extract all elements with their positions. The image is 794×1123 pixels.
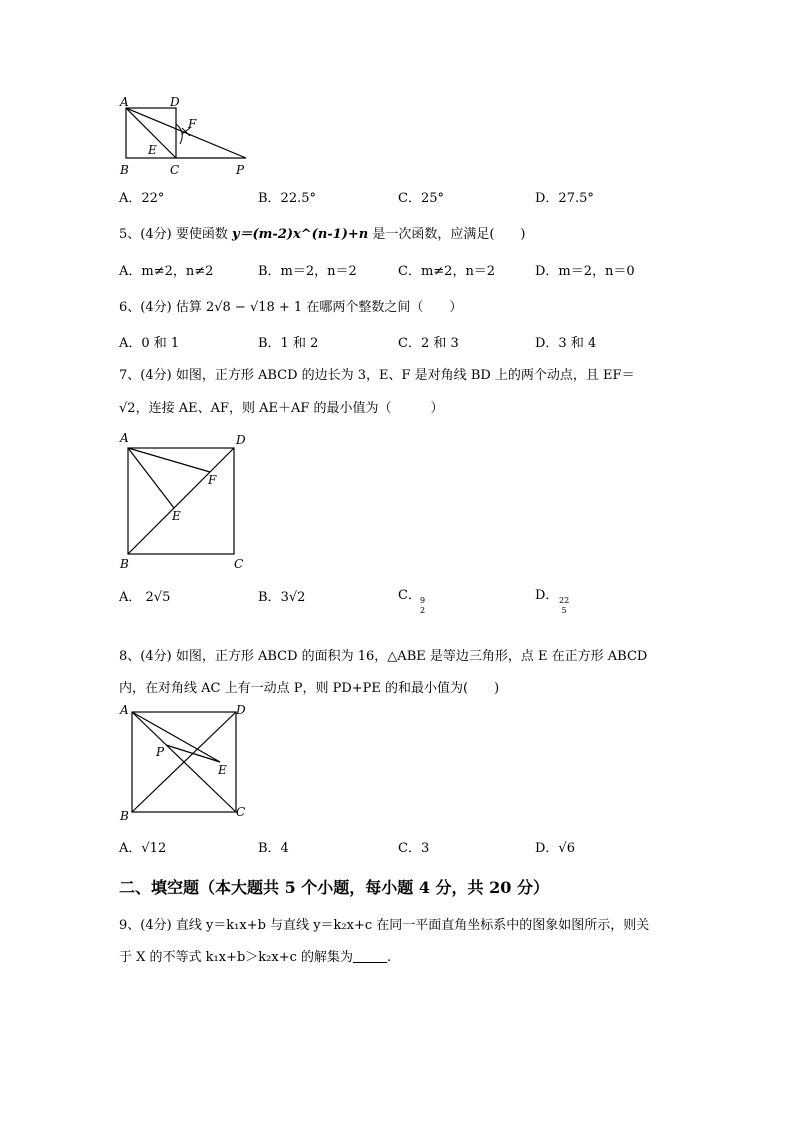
q7-line2-text: ，连接 AE、AF，则 AE＋AF 的最小值为（ ） [135, 401, 444, 416]
q4-label-e: E [148, 143, 157, 157]
q4-label-f: F [188, 117, 197, 131]
q7-label-a: A [120, 431, 129, 445]
q8-option-d[interactable]: D．√6 [535, 841, 575, 856]
q7-figure [116, 428, 256, 574]
q5-formula: y＝(m-2)x^(n-1)+n [231, 227, 369, 242]
q6-formula: 2√8 − √18 + 1 [205, 300, 303, 315]
q9-answer-blank[interactable] [353, 950, 387, 963]
q6-option-b[interactable]: B．1 和 2 [258, 336, 319, 351]
q4-option-d[interactable]: D．27.5° [535, 191, 594, 206]
q5-option-c[interactable]: C．m≠2，n＝2 [398, 264, 496, 279]
q4-option-b[interactable]: B．22.5° [258, 191, 316, 206]
q4-option-c[interactable]: C．25° [398, 191, 444, 206]
q5-suffix: 是一次函数，应满足( ) [372, 227, 526, 242]
q6-suffix: 在哪两个整数之间（ ） [306, 300, 463, 315]
q4-label-a: A [120, 95, 129, 109]
q4-label-b: B [120, 163, 129, 177]
question-8-line2: 内，在对角线 AC 上有一动点 P，则 PD+PE 的和最小值为( ) [119, 681, 500, 696]
q8-label-p: P [156, 745, 165, 759]
q6-option-a[interactable]: A．0 和 1 [119, 336, 180, 351]
question-5 [119, 223, 526, 242]
q9-line2-text: 于 X 的不等式 k₁x+b＞k₂x+c 的解集为 [119, 950, 354, 965]
q5-option-a[interactable]: A．m≠2，n≠2 [119, 264, 214, 279]
q7-label-c: C [234, 557, 244, 571]
q8-option-c[interactable]: C．3 [398, 841, 430, 856]
q8-label-b: B [120, 809, 129, 823]
q4-label-c: C [170, 163, 180, 177]
question-7-line1: 7、(4分) 如图，正方形 ABCD 的边长为 3，E、F 是对角线 BD 上的两个动点，且 EF＝ [119, 368, 635, 383]
q7-option-c[interactable]: C． 9 2 [398, 588, 426, 615]
q8-option-a[interactable]: A．√12 [119, 841, 167, 856]
q7-label-e: E [172, 509, 181, 523]
section-2-title: 二、填空题（本大题共 5 个小题，每小题 4 分，共 20 分） [119, 878, 549, 897]
q7-label-f: F [208, 473, 217, 487]
q7-sqrt2: √2 [119, 401, 136, 416]
q4-option-a[interactable]: A．22° [119, 191, 165, 206]
q7-option-a[interactable]: A． 2√5 [119, 590, 171, 605]
q7-option-d[interactable]: D． 22 5 [535, 588, 570, 615]
q4-figure [116, 94, 256, 180]
q7-option-c-fraction: 9 2 [420, 596, 426, 615]
q8-label-e: E [218, 763, 227, 777]
q5-option-b[interactable]: B．m＝2，n＝2 [258, 264, 357, 279]
q8-label-d: D [236, 703, 246, 717]
q7-option-b[interactable]: B．3√2 [258, 590, 306, 605]
q6-prefix: 6、(4分) 估算 [119, 300, 202, 315]
question-9-line1: 9、(4分) 直线 y＝k₁x+b 与直线 y＝k₂x+c 在同一平面直角坐标系中的图象如图所示，则关 [119, 918, 650, 933]
q8-label-a: A [120, 703, 129, 717]
q4-label-d: D [170, 95, 180, 109]
q8-label-c: C [236, 805, 246, 819]
q6-option-d[interactable]: D．3 和 4 [535, 336, 597, 351]
q8-option-b[interactable]: B．4 [258, 841, 289, 856]
question-7-line2 [119, 397, 444, 416]
q5-option-d[interactable]: D．m＝2，n＝0 [535, 264, 635, 279]
q6-option-c[interactable]: C．2 和 3 [398, 336, 459, 351]
q8-figure [116, 700, 256, 824]
q5-prefix: 5、(4分) 要使函数 [119, 227, 228, 242]
question-9-line2: 于 X 的不等式 k₁x+b＞k₂x+c 的解集为 . [119, 950, 392, 965]
question-6 [119, 296, 462, 315]
q4-label-p: P [236, 163, 245, 177]
q7-label-d: D [236, 433, 246, 447]
question-8-line1: 8、(4分) 如图，正方形 ABCD 的面积为 16，△ABE 是等边三角形，点 E 在正方形 ABCD [119, 649, 648, 664]
q7-label-b: B [120, 557, 129, 571]
q7-option-d-fraction: 22 5 [559, 596, 570, 615]
